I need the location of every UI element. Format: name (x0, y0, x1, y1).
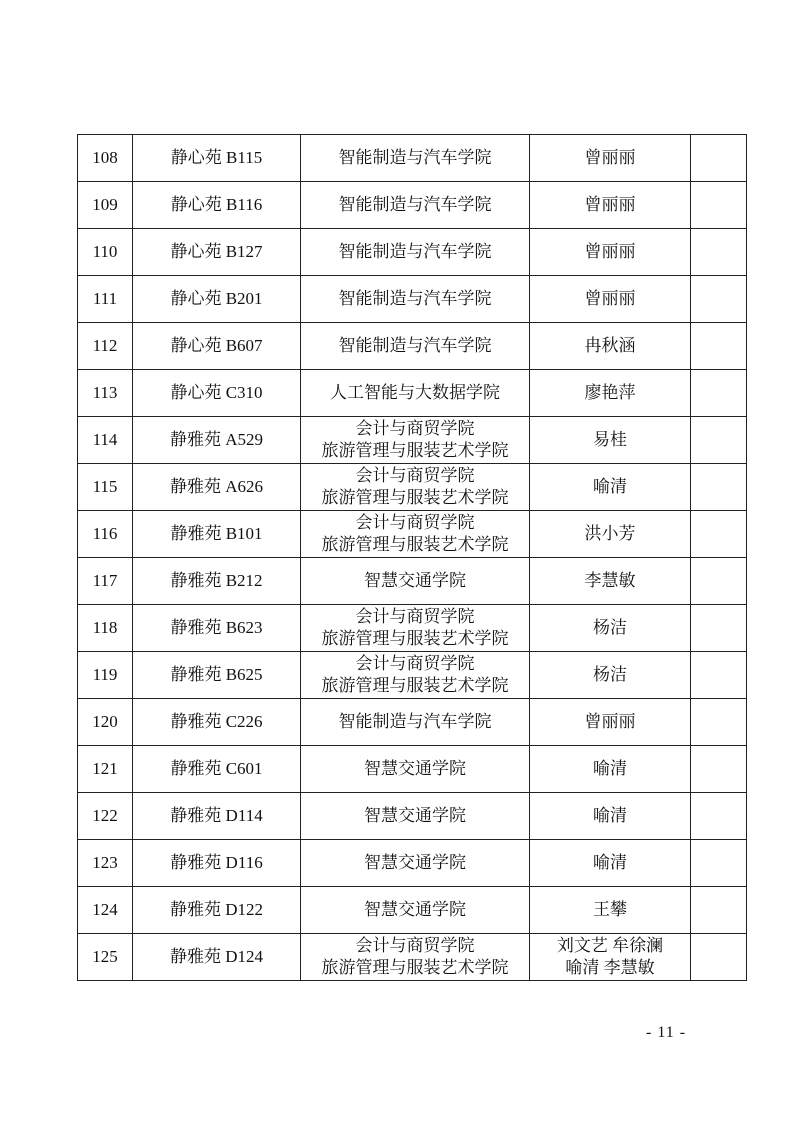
person-line: 李慧敏 (584, 571, 636, 590)
college-cell (301, 182, 530, 229)
table-row (78, 558, 747, 605)
college-line: 智慧交通学院 (364, 853, 466, 872)
note-cell (691, 464, 747, 511)
row-number-cell: 109 (78, 182, 133, 229)
college-cell (301, 417, 530, 464)
person-line: 冉秋涵 (584, 336, 636, 355)
row-number-cell: 120 (78, 699, 133, 746)
room-cell: 静雅苑 B623 (133, 605, 301, 652)
person-line: 喻清 (593, 853, 627, 872)
responsible-person-cell (530, 511, 691, 558)
college-line: 智慧交通学院 (364, 571, 466, 590)
table-body (78, 135, 747, 981)
note-cell (691, 511, 747, 558)
table-row (78, 370, 747, 417)
college-line: 智慧交通学院 (364, 759, 466, 778)
row-number-cell: 122 (78, 793, 133, 840)
note-cell (691, 746, 747, 793)
responsible-person-cell (530, 229, 691, 276)
note-cell (691, 934, 747, 981)
note-cell (691, 229, 747, 276)
college-cell (301, 229, 530, 276)
college-cell (301, 652, 530, 699)
college-line: 智能制造与汽车学院 (338, 336, 492, 355)
row-number-cell: 121 (78, 746, 133, 793)
table-row (78, 934, 747, 981)
row-number-cell: 108 (78, 135, 133, 182)
responsible-person-cell (530, 135, 691, 182)
row-number-cell: 124 (78, 887, 133, 934)
person-line: 洪小芳 (584, 524, 636, 543)
room-cell: 静雅苑 D114 (133, 793, 301, 840)
college-cell (301, 558, 530, 605)
table-row (78, 840, 747, 887)
college-line: 会计与商贸学院 (355, 419, 475, 438)
responsible-person-cell (530, 370, 691, 417)
responsible-person-cell (530, 464, 691, 511)
responsible-person-cell (530, 887, 691, 934)
college-cell (301, 746, 530, 793)
note-cell (691, 558, 747, 605)
person-line: 曾丽丽 (584, 195, 636, 214)
row-number-cell: 118 (78, 605, 133, 652)
responsible-person-cell (530, 934, 691, 981)
table-row (78, 464, 747, 511)
college-cell (301, 840, 530, 887)
page-number: - 11 - (646, 1024, 687, 1041)
college-line: 会计与商贸学院 (355, 607, 475, 626)
table-row (78, 652, 747, 699)
college-line: 智能制造与汽车学院 (338, 242, 492, 261)
row-number-cell: 116 (78, 511, 133, 558)
college-line: 旅游管理与服装艺术学院 (321, 441, 509, 460)
row-number-cell: 123 (78, 840, 133, 887)
college-cell (301, 605, 530, 652)
room-cell: 静雅苑 D124 (133, 934, 301, 981)
table-row (78, 793, 747, 840)
college-line: 会计与商贸学院 (355, 466, 475, 485)
person-line: 廖艳萍 (584, 383, 636, 402)
college-cell (301, 511, 530, 558)
room-cell: 静心苑 C310 (133, 370, 301, 417)
college-line: 智慧交通学院 (364, 900, 466, 919)
table-row (78, 699, 747, 746)
room-cell: 静雅苑 B101 (133, 511, 301, 558)
table-row (78, 135, 747, 182)
table-row (78, 276, 747, 323)
college-cell (301, 887, 530, 934)
room-cell: 静雅苑 B212 (133, 558, 301, 605)
note-cell (691, 135, 747, 182)
responsible-person-cell (530, 605, 691, 652)
table-row (78, 887, 747, 934)
room-cell: 静雅苑 A529 (133, 417, 301, 464)
note-cell (691, 417, 747, 464)
responsible-person-cell (530, 699, 691, 746)
room-cell: 静心苑 B201 (133, 276, 301, 323)
row-number-cell: 119 (78, 652, 133, 699)
table-row (78, 511, 747, 558)
person-line: 王攀 (593, 900, 627, 919)
note-cell (691, 182, 747, 229)
responsible-person-cell (530, 746, 691, 793)
room-cell: 静心苑 B115 (133, 135, 301, 182)
college-line: 会计与商贸学院 (355, 513, 475, 532)
row-number-cell: 111 (78, 276, 133, 323)
college-line: 会计与商贸学院 (355, 936, 475, 955)
college-line: 旅游管理与服装艺术学院 (321, 488, 509, 507)
note-cell (691, 699, 747, 746)
person-line: 喻清 李慧敏 (565, 958, 655, 977)
college-cell (301, 699, 530, 746)
college-cell (301, 370, 530, 417)
note-cell (691, 840, 747, 887)
table-row (78, 229, 747, 276)
responsible-person-cell (530, 276, 691, 323)
college-line: 旅游管理与服装艺术学院 (321, 958, 509, 977)
responsible-person-cell (530, 558, 691, 605)
note-cell (691, 793, 747, 840)
college-line: 智能制造与汽车学院 (338, 289, 492, 308)
row-number-cell: 112 (78, 323, 133, 370)
responsible-person-cell (530, 182, 691, 229)
person-line: 喻清 (593, 806, 627, 825)
responsible-person-cell (530, 793, 691, 840)
row-number-cell: 113 (78, 370, 133, 417)
college-cell (301, 934, 530, 981)
table-row (78, 746, 747, 793)
responsible-person-cell (530, 652, 691, 699)
college-cell (301, 464, 530, 511)
row-number-cell: 115 (78, 464, 133, 511)
dormitory-table (77, 134, 747, 981)
responsible-person-cell (530, 840, 691, 887)
room-cell: 静雅苑 D116 (133, 840, 301, 887)
person-line: 杨洁 (593, 665, 627, 684)
table-row (78, 182, 747, 229)
table-row (78, 323, 747, 370)
college-line: 智能制造与汽车学院 (338, 712, 492, 731)
person-line: 曾丽丽 (584, 242, 636, 261)
college-line: 旅游管理与服装艺术学院 (321, 629, 509, 648)
note-cell (691, 887, 747, 934)
college-line: 人工智能与大数据学院 (330, 383, 500, 402)
room-cell: 静雅苑 D122 (133, 887, 301, 934)
room-cell: 静雅苑 C226 (133, 699, 301, 746)
person-line: 喻清 (593, 477, 627, 496)
table-row (78, 417, 747, 464)
row-number-cell: 114 (78, 417, 133, 464)
note-cell (691, 605, 747, 652)
college-line: 智能制造与汽车学院 (338, 195, 492, 214)
college-cell (301, 276, 530, 323)
row-number-cell: 110 (78, 229, 133, 276)
note-cell (691, 276, 747, 323)
room-cell: 静心苑 B127 (133, 229, 301, 276)
responsible-person-cell (530, 323, 691, 370)
note-cell (691, 370, 747, 417)
person-line: 曾丽丽 (584, 289, 636, 308)
college-cell (301, 135, 530, 182)
college-line: 旅游管理与服装艺术学院 (321, 535, 509, 554)
college-cell (301, 323, 530, 370)
table-row (78, 605, 747, 652)
row-number-cell: 125 (78, 934, 133, 981)
person-line: 喻清 (593, 759, 627, 778)
college-line: 会计与商贸学院 (355, 654, 475, 673)
college-line: 智能制造与汽车学院 (338, 148, 492, 167)
person-line: 刘文艺 牟徐澜 (556, 936, 664, 955)
college-line: 智慧交通学院 (364, 806, 466, 825)
room-cell: 静雅苑 B625 (133, 652, 301, 699)
room-cell: 静心苑 B116 (133, 182, 301, 229)
room-cell: 静心苑 B607 (133, 323, 301, 370)
person-line: 易桂 (593, 430, 627, 449)
note-cell (691, 323, 747, 370)
college-line: 旅游管理与服装艺术学院 (321, 676, 509, 695)
person-line: 杨洁 (593, 618, 627, 637)
person-line: 曾丽丽 (584, 712, 636, 731)
note-cell (691, 652, 747, 699)
room-cell: 静雅苑 C601 (133, 746, 301, 793)
person-line: 曾丽丽 (584, 148, 636, 167)
room-cell: 静雅苑 A626 (133, 464, 301, 511)
row-number-cell: 117 (78, 558, 133, 605)
college-cell (301, 793, 530, 840)
responsible-person-cell (530, 417, 691, 464)
